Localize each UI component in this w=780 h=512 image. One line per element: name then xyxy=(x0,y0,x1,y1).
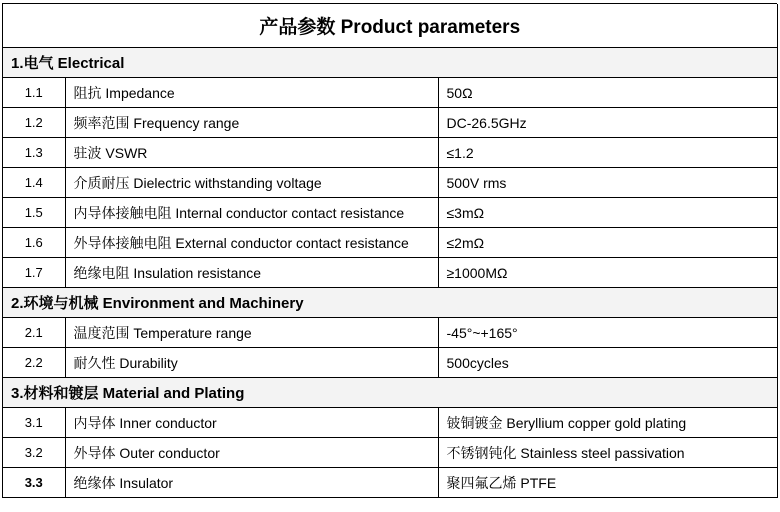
parameter-value: ≤3mΩ xyxy=(438,198,777,228)
parameter-name: 内导体接触电阻 Internal conductor contact resistance xyxy=(65,198,438,228)
row-number: 1.2 xyxy=(3,108,65,138)
parameter-name: 频率范围 Frequency range xyxy=(65,108,438,138)
row-number: 1.5 xyxy=(3,198,65,228)
parameter-name: 阻抗 Impedance xyxy=(65,78,438,108)
table-row xyxy=(3,108,777,138)
table-row xyxy=(3,468,777,498)
parameter-value: 铍铜镀金 Beryllium copper gold plating xyxy=(438,408,777,438)
row-number: 1.1 xyxy=(3,78,65,108)
table-row xyxy=(3,198,777,228)
parameter-name: 介质耐压 Dielectric withstanding voltage xyxy=(65,168,438,198)
parameter-value: ≤1.2 xyxy=(438,138,777,168)
table-row xyxy=(3,138,777,168)
row-number: 3.2 xyxy=(3,438,65,468)
table-title: 产品参数 Product parameters xyxy=(3,4,777,48)
section-heading: 3.材料和镀层 Material and Plating xyxy=(3,378,777,408)
row-number: 3.1 xyxy=(3,408,65,438)
parameter-name: 耐久性 Durability xyxy=(65,348,438,378)
parameter-name: 外导体 Outer conductor xyxy=(65,438,438,468)
product-parameters-sheet xyxy=(2,3,777,498)
table-row xyxy=(3,78,777,108)
parameter-name: 绝缘体 Insulator xyxy=(65,468,438,498)
parameters-table xyxy=(3,4,778,498)
parameter-value: 500V rms xyxy=(438,168,777,198)
table-row xyxy=(3,228,777,258)
row-number: 2.2 xyxy=(3,348,65,378)
parameter-name: 温度范围 Temperature range xyxy=(65,318,438,348)
row-number: 1.3 xyxy=(3,138,65,168)
row-number: 2.1 xyxy=(3,318,65,348)
parameter-value: ≤2mΩ xyxy=(438,228,777,258)
table-row xyxy=(3,258,777,288)
parameter-name: 外导体接触电阻 External conductor contact resistance xyxy=(65,228,438,258)
table-row xyxy=(3,438,777,468)
parameter-value: 聚四氟乙烯 PTFE xyxy=(438,468,777,498)
parameter-value: 500cycles xyxy=(438,348,777,378)
parameter-name: 驻波 VSWR xyxy=(65,138,438,168)
parameter-name: 绝缘电阻 Insulation resistance xyxy=(65,258,438,288)
title-row xyxy=(3,4,777,48)
row-number: 1.7 xyxy=(3,258,65,288)
table-row xyxy=(3,318,777,348)
section-header-environment xyxy=(3,288,777,318)
section-heading: 1.电气 Electrical xyxy=(3,48,777,78)
section-header-material xyxy=(3,378,777,408)
parameter-value: ≥1000MΩ xyxy=(438,258,777,288)
parameter-name: 内导体 Inner conductor xyxy=(65,408,438,438)
section-header-electrical xyxy=(3,48,777,78)
row-number: 3.3 xyxy=(3,468,65,498)
parameter-value: 不锈钢钝化 Stainless steel passivation xyxy=(438,438,777,468)
table-row xyxy=(3,168,777,198)
table-row xyxy=(3,348,777,378)
parameter-value: -45°~+165° xyxy=(438,318,777,348)
parameter-value: 50Ω xyxy=(438,78,777,108)
table-row xyxy=(3,408,777,438)
row-number: 1.4 xyxy=(3,168,65,198)
section-heading: 2.环境与机械 Environment and Machinery xyxy=(3,288,777,318)
row-number: 1.6 xyxy=(3,228,65,258)
parameter-value: DC-26.5GHz xyxy=(438,108,777,138)
